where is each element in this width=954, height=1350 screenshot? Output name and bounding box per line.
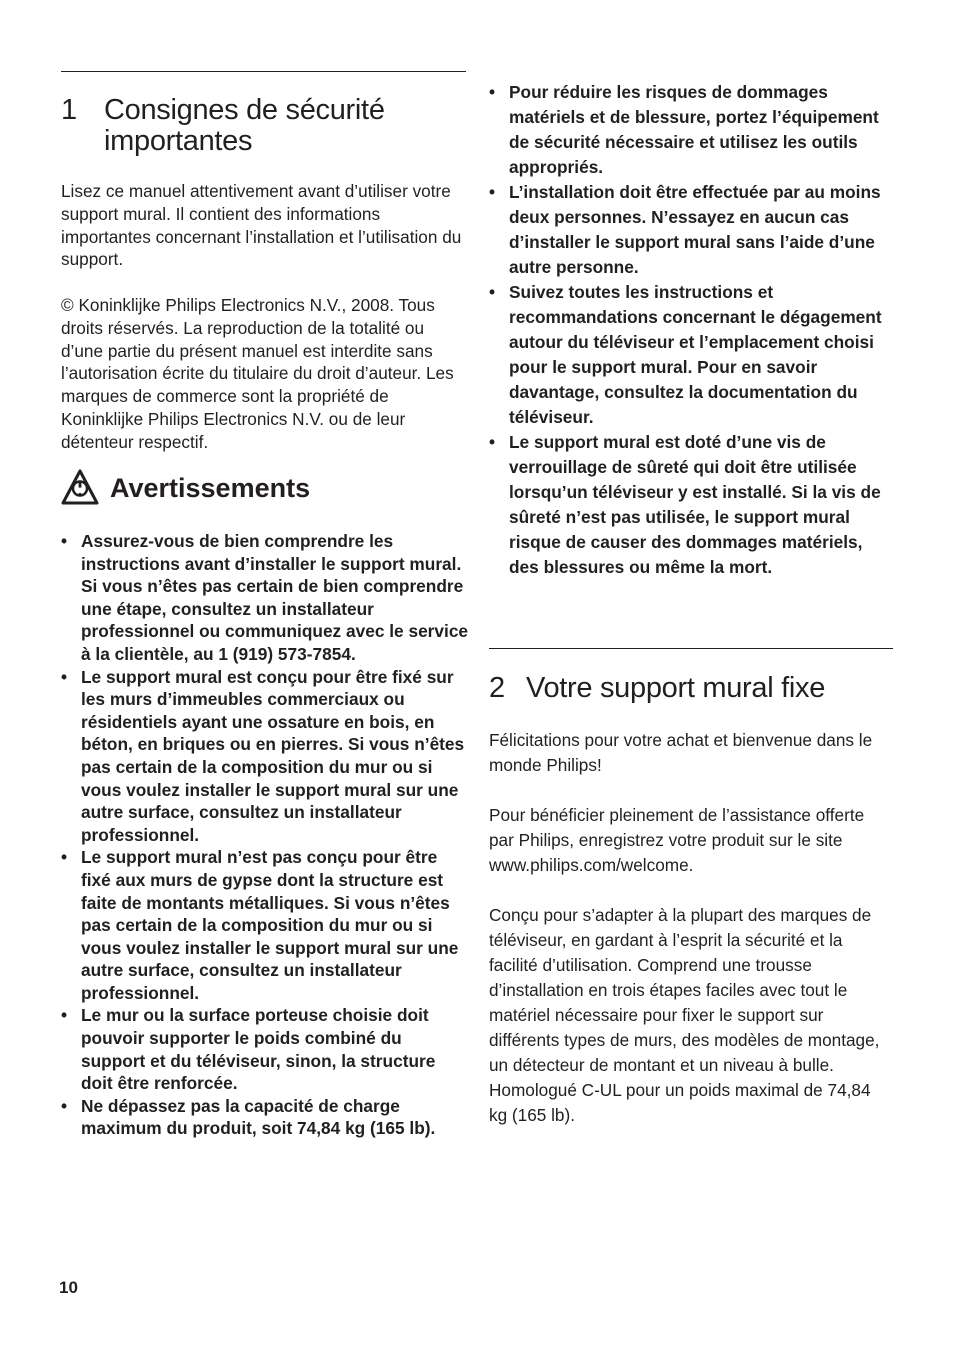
section-2-registration: Pour bénéficier pleinement de l’assistance offerte par Philips, enregistrez votre produit sur le site www.philips.com/welcome. <box>489 805 865 875</box>
warning-item: • Pour réduire les risques de dommages matériels et de blessure, portez l’équipement de sécurité nécessaire et utilisez les outils appropriés. <box>489 80 885 180</box>
section-1-rule <box>61 71 466 72</box>
page-number: 10 <box>59 1278 78 1297</box>
section-1-title: Consignes de sécurité importantes <box>104 94 385 157</box>
warning-item: • Le support mural est conçu pour être fixé sur les murs d’immeubles commerciaux ou résidentiels ayant une ossature en bois, en béton, en briques ou en pierres. Si vous n’êtes pas certain de la composition du mur ou si vous voulez installer le support mural sur une autre surface, consultez un installateur professionnel. <box>61 666 469 847</box>
section-2-heading <box>489 673 893 704</box>
warnings-list-left <box>61 530 469 1140</box>
section-2-number: 2 <box>489 672 505 704</box>
warnings-list-right <box>489 80 885 580</box>
warning-item: • Le support mural est doté d’une vis de verrouillage de sûreté qui doit être utilisée lorsqu’un téléviseur y est installé. Si la vis de sûreté n’est pas utilisée, le support mural risque de causer des dommages matériels, des blessures ou même la mort. <box>489 430 885 580</box>
warning-item: • Suivez toutes les instructions et recommandations concernant le dégagement autour du téléviseur et l’emplacement choisi pour le support mural. Pour en savoir davantage, consultez la documentation du téléviseur. <box>489 280 885 430</box>
section-1-number: 1 <box>61 94 77 126</box>
warnings-title: Avertissements <box>110 473 311 503</box>
warning-item: • Ne dépassez pas la capacité de charge maximum du produit, soit 74,84 kg (165 lb). <box>61 1095 469 1140</box>
warning-item: • Le support mural n’est pas conçu pour être fixé aux murs de gypse dont la structure est faite de montants métalliques. Si vous n’êtes pas certain de la composition du mur ou si vous voulez installer le support mural sur une autre surface, consultez un installateur professionnel. <box>61 846 469 1004</box>
warning-item: • Assurez-vous de bien comprendre les instructions avant d’installer le support mural. Si vous n’êtes pas certain de bien comprendre une étape, consultez un installateur professionnel ou communiquez avec le service à la clientèle, au 1 (919) 573-7854. <box>61 530 469 666</box>
section-2-description: Conçu pour s’adapter à la plupart des marques de téléviseur, en gardant à l’esprit la sécurité et la facilité d’utilisation. Comprend une trousse d’installation en trois étapes faciles avec tout le matériel nécessaire pour fixer le support sur différents types de murs, des modèles de montage, un détecteur de montant et un niveau à bulle. Homologué C-UL pour un poids maximal de 74,84 kg (165 lb). <box>489 905 880 1125</box>
warnings-heading <box>61 469 310 507</box>
warning-item: • Le mur ou la surface porteuse choisie doit pouvoir supporter le poids combiné du support et du téléviseur, sinon, la structure doit être renforcée. <box>61 1004 469 1094</box>
warning-triangle-icon <box>61 469 99 507</box>
copyright-notice: © Koninklijke Philips Electronics N.V., 2008. Tous droits réservés. La reproduction de la totalité ou d’une partie du présent manuel est interdite sans l’autorisation écrite du titulaire du droit d’auteur. Les marques de commerce sont la propriété de Koninklijke Philips Electronics N.V. ou de leur détenteur respectif. <box>61 295 454 452</box>
section-2-rule <box>489 648 893 649</box>
section-1-heading <box>61 95 466 157</box>
warning-item: • L’installation doit être effectuée par au moins deux personnes. N’essayez en aucun cas d’installer le support mural sans l’aide d’une autre personne. <box>489 180 885 280</box>
section-2-welcome: Félicitations pour votre achat et bienvenue dans le monde Philips! <box>489 730 873 775</box>
section-2-title: Votre support mural fixe <box>526 672 826 704</box>
section-1-intro: Lisez ce manuel attentivement avant d’utiliser votre support mural. Il contient des informations importantes concernant l’installation et l’utilisation du support. <box>61 181 462 270</box>
